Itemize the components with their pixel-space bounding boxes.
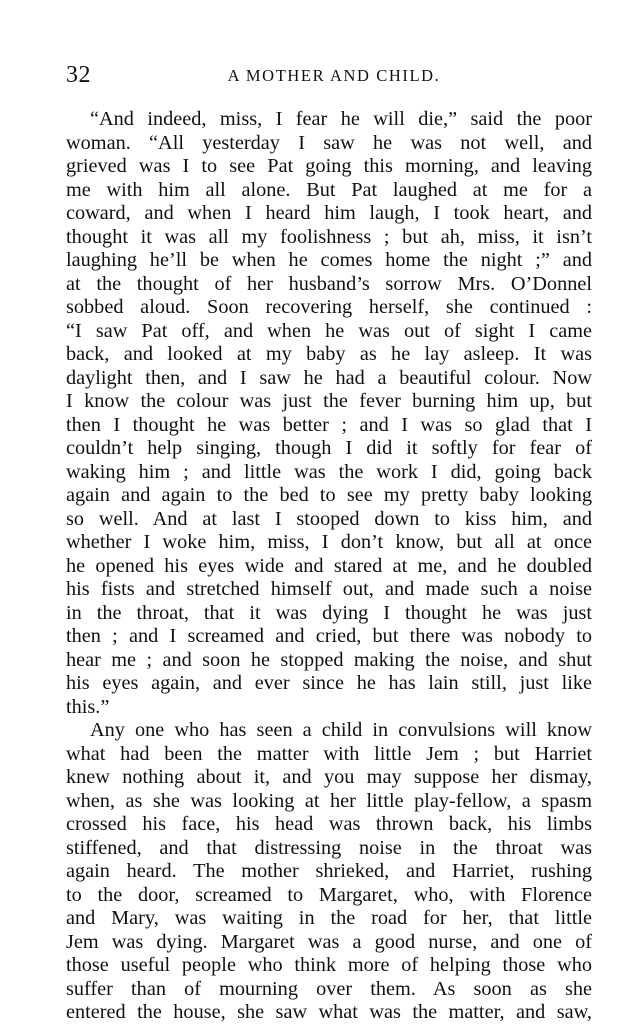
text-line: hear me ; and soon he stopped making the noise, and shut (66, 648, 592, 671)
text-line: entered the house, she saw what was the matter, and saw, (66, 1001, 592, 1023)
text-line: I know the colour was just the fever burning him up, but (66, 390, 592, 412)
text-line: then I thought he was better ; and I was so glad that I (66, 413, 592, 436)
text-line: Any one who has seen a child in convulsions will know (90, 719, 592, 741)
text-line: again and again to the bed to see my pretty baby looking (66, 484, 592, 506)
text-line: back, and looked at my baby as he lay asleep. It was (66, 343, 592, 365)
page-header (66, 62, 592, 90)
text-line: again heard. The mother shrieked, and Harriet, rushing (66, 860, 592, 882)
text-line: his fists and stretched himself out, and made such a noise (66, 578, 592, 600)
text-line: to the door, screamed to Margaret, who, with Florence (66, 883, 592, 906)
text-line: grieved was I to see Pat going this morning, and leaving (66, 155, 592, 177)
text-line: woman. “All yesterday I saw he was not well, and (66, 131, 592, 154)
text-line: waking him ; and little was the work I did, going back (66, 460, 592, 483)
text-line: when, as she was looking at her little play-fellow, a spasm (66, 789, 592, 812)
text-line: then ; and I screamed and cried, but there was nobody to (66, 625, 592, 647)
text-line: thought it was all my foolishness ; but ah, miss, it isn’t (66, 225, 592, 248)
text-line: me with him all alone. But Pat laughed at me for a (66, 178, 592, 201)
running-title: A MOTHER AND CHILD. (227, 66, 441, 85)
text-line: couldn’t help singing, though I did it softly for fear of (66, 437, 592, 459)
text-line: laughing he’ll be when he comes home the night ;” and (66, 249, 592, 271)
text-line: knew nothing about it, and you may suppose her dismay, (66, 766, 592, 788)
text-line: and Mary, was waiting in the road for her, that little (66, 907, 592, 929)
text-line: he opened his eyes wide and stared at me, and he doubled (66, 554, 592, 577)
text-line: sobbed aloud. Soon recovering herself, she continued : (66, 296, 592, 318)
page-number: 32 (66, 62, 91, 88)
text-line: crossed his face, his head was thrown back, his limbs (66, 813, 592, 835)
text-line: “And indeed, miss, I fear he will die,” said the poor (90, 108, 592, 130)
text-line: “I saw Pat off, and when he was out of sight I came (66, 319, 592, 342)
text-line: what had been the matter with little Jem ; but Harriet (66, 742, 592, 765)
text-line: Jem was dying. Margaret was a good nurse, and one of (66, 930, 592, 953)
text-line: so well. And at last I stooped down to kiss him, and (66, 507, 592, 530)
text-line: whether I woke him, miss, I don’t know, but all at once (66, 531, 592, 553)
text-line: at the thought of her husband’s sorrow Mrs. O’Donnel (66, 272, 592, 295)
text-line: those useful people who think more of helping those who (66, 954, 592, 976)
text-line: his eyes again, and ever since he has lain still, just like (66, 672, 592, 694)
text-line: in the throat, that it was dying I thought he was just (66, 601, 592, 624)
text-line: stiffened, and that distressing noise in the throat was (66, 836, 592, 859)
text-line: daylight then, and I saw he had a beautiful colour. Now (66, 366, 592, 389)
text-line: this.” (66, 695, 110, 718)
body-text (66, 108, 592, 1025)
text-line: suffer than of mourning over them. As soon as she (66, 977, 592, 1000)
text-line: coward, and when I heard him laugh, I took heart, and (66, 202, 592, 224)
